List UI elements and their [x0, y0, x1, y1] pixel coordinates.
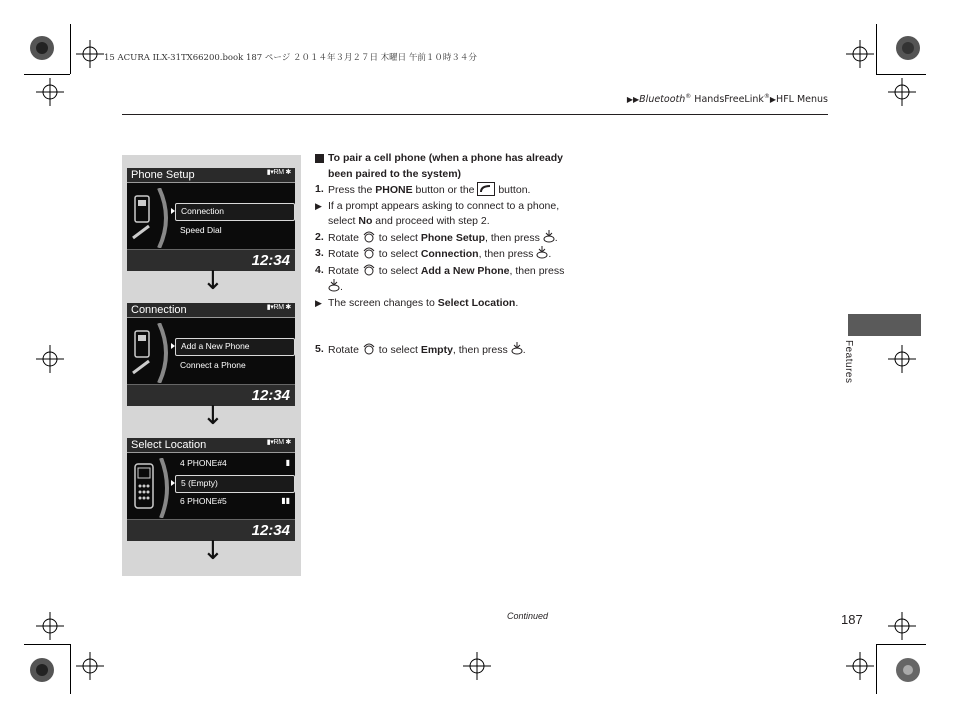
screen-title: Connection: [131, 304, 187, 316]
screen-phone-setup: [127, 168, 295, 271]
menu-item-connection[interactable]: Connection: [175, 203, 295, 221]
screen-title-bar: [127, 438, 295, 453]
crosshair-icon: [888, 345, 916, 373]
step-4: 4. Rotate to select Add a New Phone, then press .: [315, 263, 565, 293]
menu-item-connect-a-phone[interactable]: Connect a Phone: [180, 360, 246, 370]
page-number: 187: [841, 612, 863, 627]
menu-item-speed-dial[interactable]: Speed Dial: [180, 225, 222, 235]
step-1: 1. Press the PHONE button or the button.: [315, 183, 531, 196]
phone-keypad-icon: [129, 458, 171, 518]
header-rule: [122, 114, 828, 115]
crosshair-icon: [76, 40, 104, 68]
phone-button-icon: [477, 182, 495, 196]
breadcrumb-hfl-menus: HFL Menus: [776, 94, 828, 106]
phone-icon: ▮: [285, 458, 290, 467]
menu-item-location-5[interactable]: 5 (Empty): [175, 475, 295, 493]
instructions: [315, 151, 565, 359]
crosshair-icon: [888, 78, 916, 106]
press-knob-icon: [543, 230, 555, 243]
status-icons: ▮▾RM ✱: [266, 439, 291, 446]
crosshair-icon: [846, 652, 874, 680]
phone-icon: ▮▮: [281, 496, 290, 505]
section-label: Features: [843, 340, 854, 384]
screen-title: Phone Setup: [131, 169, 195, 181]
registration-mark-icon: [894, 656, 922, 684]
step-3: 3. Rotate to select Connection, then press .: [315, 247, 552, 260]
crosshair-icon: [846, 40, 874, 68]
menu-item-add-a-new-phone[interactable]: Add a New Phone: [175, 338, 295, 356]
phone-wrench-icon: [129, 323, 171, 383]
registration-mark-icon: [28, 656, 56, 684]
status-icons: ▮▾RM ✱: [266, 304, 291, 311]
continued-label: Continued: [507, 611, 549, 621]
selector-knob-icon: [362, 246, 376, 259]
step-5: 5. Rotate to select Empty, then press .: [315, 343, 526, 356]
step-4-note: ▶ The screen changes to Select Location.: [315, 296, 519, 309]
crosshair-icon: [36, 612, 64, 640]
screen-title-bar: [127, 168, 295, 183]
down-arrow-icon: ↓: [202, 401, 224, 431]
menu-item-location-4[interactable]: 4 PHONE#4 ▮: [180, 458, 290, 468]
crosshair-icon: [463, 652, 491, 680]
step-2: 2. Rotate to select Phone Setup, then press .: [315, 230, 558, 244]
screen-title: Select Location: [131, 439, 207, 451]
step-1-note: ▶ If a prompt appears asking to connect to a phone, select No and proceed with step 2.: [315, 199, 560, 227]
registration-mark-icon: [894, 34, 922, 62]
screen-select-location: [127, 438, 295, 541]
clock: 12:34: [251, 522, 290, 539]
clock: 12:34: [251, 387, 290, 404]
screens-panel: [122, 155, 301, 576]
section-tab: [848, 314, 921, 336]
crosshair-icon: [36, 78, 64, 106]
selector-knob-icon: [362, 230, 376, 243]
crosshair-icon: [36, 345, 64, 373]
breadcrumb-handsfreelink: HandsFreeLink: [691, 94, 764, 106]
press-knob-icon: [536, 246, 548, 259]
registration-mark-icon: [28, 34, 56, 62]
clock: 12:34: [251, 252, 290, 269]
phone-wrench-icon: [129, 188, 171, 248]
menu-item-location-6[interactable]: 6 PHONE#5 ▮▮: [180, 496, 290, 506]
press-knob-icon: [328, 279, 340, 292]
crosshair-icon: [76, 652, 104, 680]
selector-knob-icon: [362, 342, 376, 355]
down-arrow-icon: ↓: [202, 266, 224, 296]
instructions-heading: To pair a cell phone (when a phone has already been paired to the system): [315, 151, 565, 182]
press-knob-icon: [511, 342, 523, 355]
breadcrumb: ▶▶Bluetooth® HandsFreeLink®▶HFL Menus: [626, 93, 828, 106]
selector-knob-icon: [362, 263, 376, 276]
crosshair-icon: [888, 612, 916, 640]
breadcrumb-bluetooth: Bluetooth: [639, 94, 686, 106]
status-icons: ▮▾RM ✱: [266, 169, 291, 176]
print-header: 15 ACURA ILX-31TX66200.book 187 ページ ２０１４年３月２７日 木曜日 午前１０時３４分: [104, 53, 477, 63]
down-arrow-icon: ↓: [202, 536, 224, 566]
screen-title-bar: [127, 303, 295, 318]
screen-connection: [127, 303, 295, 406]
